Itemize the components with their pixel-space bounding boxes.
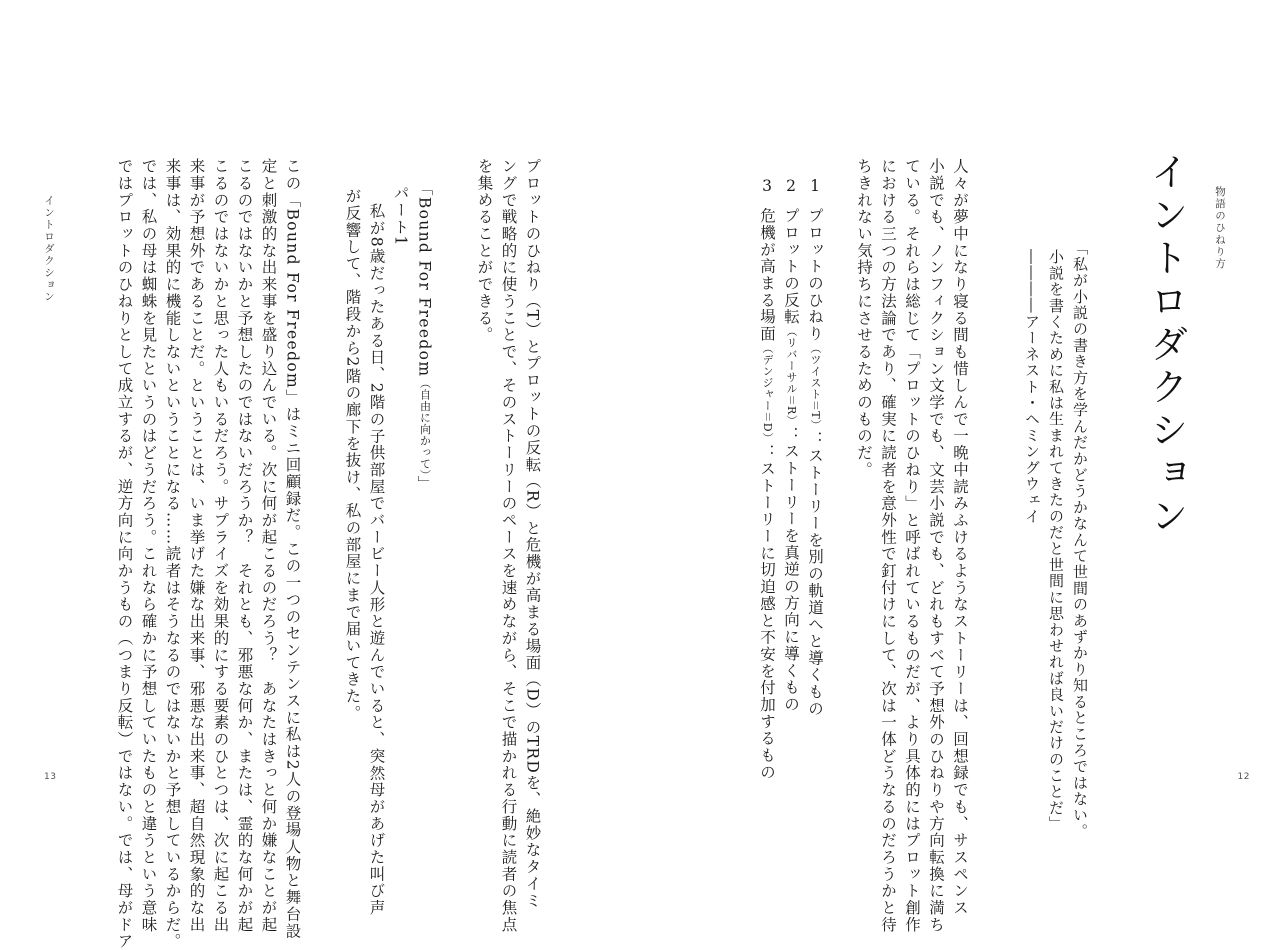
- running-head: 物語のひねり方: [1214, 186, 1226, 270]
- body-line-2: 小説でも、ノンフィクション文学でも、文芸小説でも、どれもすべて予想外のひねりや方向転換に満ち: [927, 158, 945, 934]
- list-number: 2: [786, 178, 796, 194]
- epigraph-line-2: 小説を書くために私は生まれてきたのだと世間に思わせれば良いだけのことだ」: [1047, 249, 1065, 833]
- example-title-note: （自由に向かって）: [418, 377, 432, 476]
- list-note: （ツイスト＝T）: [809, 342, 822, 431]
- list-note: （リバーサル＝R）: [785, 325, 798, 427]
- right-page: [640, 0, 1280, 934]
- analysis-line-8: ではプロットのひねりとして成立するが、逆方向に向かうもの（つまり反転）ではない。では、母がドア: [115, 158, 134, 950]
- story-line-1: 私が8歳だったある日、2階の子供部屋でバービー人形と遊んでいると、突然母があげた叫び声: [367, 203, 386, 917]
- epigraph-attribution: ――――アーネスト・ヘミングウェイ: [1023, 249, 1041, 525]
- list-desc: ：ストーリーに切迫感と不安を付加するもの: [758, 443, 776, 781]
- body-line-1: 人々が夢中になり寝る間も惜しんで一晩中読みふけるようなストーリーは、回想録でも、サスペンス: [951, 158, 969, 917]
- example-title-close: 」: [415, 475, 434, 493]
- list-item-1: [807, 178, 823, 717]
- part-label: パート1: [391, 185, 410, 247]
- list-item-3: [759, 178, 775, 781]
- intro-line-3: を集めることができる。: [475, 158, 494, 344]
- analysis-line-2: 定と刺激的な出来事を盛り込んでいる。次に何が起こるのだろう？ あなたはきっと何か嫌なことが起: [259, 158, 278, 934]
- body-line-4: における三つの方法論であり、確実に読者を意外性で釘付けにして、次は一体どうなるのだろうかと待: [879, 158, 897, 934]
- intro-line-1: プロットのひねり（T）とプロットの反転（R）と危機が高まる場面（D）のTRDを、絶妙なタイミ: [523, 158, 542, 909]
- page-number: 12: [1237, 772, 1250, 782]
- list-item-2: [783, 178, 799, 713]
- epigraph-line-1: 「私が小説の書き方を学んだかどうかなんて世間のあずかり知るところではない。: [1071, 240, 1089, 840]
- list-desc: ：ストーリーを真逆の方向に導くもの: [782, 426, 800, 713]
- list-number: 3: [762, 178, 772, 194]
- list-note: （デンジャー＝D）: [761, 342, 774, 444]
- list-term: プロットのひねり: [806, 207, 824, 343]
- analysis-line-4: こるのではないかと思った人もいるだろう。サプライズを効果的にする要素のひとつは、次に起こる出: [211, 158, 230, 934]
- analysis-line-3: こるのではないかと予想したのではないだろうか？ それとも、邪悪な何か、または、霊的な何かが起: [235, 158, 254, 934]
- page-number: 13: [44, 772, 57, 782]
- running-head: イントロダクション: [43, 195, 55, 303]
- example-heading: [416, 180, 432, 492]
- chapter-title: イントロダクション: [1144, 152, 1188, 539]
- body-line-3: ている。それらは総じて「プロットのひねり」と呼ばれているものだが、より具体的にはプロット創作: [903, 158, 921, 934]
- body-line-5: ちきれない気持ちにさせるためのものだ。: [855, 158, 873, 479]
- list-desc: ：ストーリーを別の軌道へと導くもの: [806, 430, 824, 718]
- example-title: 「Bound For Freedom: [415, 180, 434, 378]
- analysis-line-1: この「Bound For Freedom」はミニ回顧録だ。この一つのセンテンスに私は2人の登場人物と舞台設: [283, 158, 302, 940]
- intro-line-2: ングで戦略的に使うことで、そのストーリーのペースを速めながら、そこで描かれる行動に読者の焦点: [499, 158, 518, 934]
- list-number: 1: [810, 178, 820, 194]
- list-term: 危機が高まる場面: [758, 207, 776, 343]
- list-term: プロットの反転: [782, 207, 800, 326]
- analysis-line-6: 来事は、効果的に機能しないということになる……読者はそうなるのではないかと予想しているからだ。: [163, 158, 182, 950]
- analysis-line-7: では、私の母は蜘蛛を見たというのはどうだろう。これなら確かに予想していたものと違うという意味: [139, 158, 158, 934]
- story-line-2: が反響して、階段から2階の廊下を抜け、私の部屋にまで届いてきた。: [343, 188, 362, 722]
- analysis-line-5: 来事が予想外であることだ。ということは、いま挙げた嫌な出来事、邪悪な出来事、超自然現象的な出: [187, 158, 206, 934]
